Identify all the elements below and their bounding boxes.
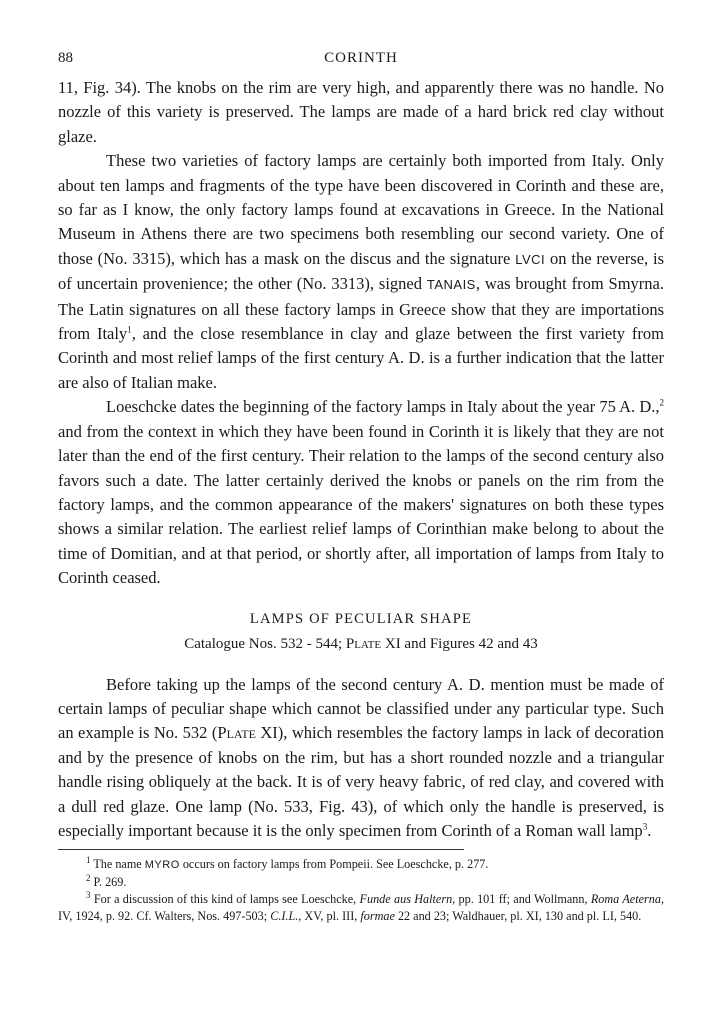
footnotes: [58, 856, 664, 925]
page-header: [58, 50, 664, 76]
footnote-3: $^3$ For a discussion of this kind of lamps see Loeschcke, Funde aus Haltern, pp. 101 ff; and Wollmann, Roma Aeterna, IV, 1924, p. 92. Cf. Walters, Nos. 497-503; C.I.L., XV, pl. III, formae 22 and 23; Waldhauer, pl. XI, 130 and pl. LI, 540.: [58, 890, 664, 924]
section-title: LAMPS OF PECULIAR SHAPE: [249, 610, 473, 627]
body-text: [58, 76, 664, 843]
footnote-ref-1: 1: [127, 324, 132, 335]
running-title: CORINTH: [324, 50, 398, 66]
footnote-divider: [58, 849, 464, 850]
footnote-2: $^2$ P. 269.: [86, 873, 127, 890]
section-subtitle: Catalogue Nos. 532 - 544; Plate XI and Figures 42 and 43: [184, 635, 538, 652]
paragraph-factory-lamps: These two varieties of factory lamps are certainly both imported from Italy. Only about ten lamps and fragments of the type have been discovered in Corinth and these are, so far as I know, the only factory lamps found at excavations in Greece. In the National Museum in Athens there are two specimens both resembling our second variety. One of those (No. 3315), which has a mask on the discus and the signature LVCI on the reverse, is of uncertain provenience; the other (No. 3313), signed TANAIS, was brought from Smyrna. The Latin signatures on all these factory lamps in Greece show that they are importations from Italy$^1$, and the close resemblance in clay and glaze between the first variety from Corinth and most relief lamps of the first century A. D. is a further indication that the latter are also of Italian make.: [58, 151, 665, 392]
paragraph-peculiar-shape: Before taking up the lamps of the second century A. D. mention must be made of certain lamps of peculiar shape which cannot be classified under any particular type. Such an example is No. 532 (Plate XI), which resembles the factory lamps in lack of decoration and by the presence of knobs on the rim, but has a short rounded nozzle and a triangular handle rising obliquely at the back. It is of very heavy fabric, of red clay, and covered with a dull red glaze. One lamp (No. 533, Fig. 43), of which only the handle is preserved, is especially important because it is the only specimen from Corinth of a Roman wall lamp$^3$.: [58, 674, 664, 840]
paragraph-dating: Loeschcke dates the beginning of the factory lamps in Italy about the year 75 A. D.,$^2$ and from the context in which they have been found in Corinth it is likely that they are not later than the end of the first century. Their relation to the lamps of the second century also favors such a date. The latter certainly derived the knobs or panels on the rim from the factory lamps, and the common appearance of the makers' signatures on both these types shows a similar relation. The earliest relief lamps of Corinthian make belong to about the time of Domitian, and at that period, or shortly after, all importation of lamps from Italy to Corinth ceased.: [58, 397, 664, 588]
signature-tanais: TANAIS: [426, 277, 476, 293]
signature-lvci: LVCI: [515, 251, 546, 267]
paragraph-continuation: 11, Fig. 34). The knobs on the rim are very high, and apparently there was no handle. No nozzle of this variety is preserved. The lamps are made of a hard brick red clay without glaze.: [58, 78, 664, 146]
page-number: 88: [58, 50, 73, 66]
footnote-ref-3: 3: [642, 821, 648, 832]
page: [58, 50, 664, 925]
footnote-ref-2: 2: [659, 397, 664, 408]
footnote-1: $^1$ The name MYRO occurs on factory lamps from Pompeii. See Loeschcke, p. 277.: [86, 855, 489, 872]
